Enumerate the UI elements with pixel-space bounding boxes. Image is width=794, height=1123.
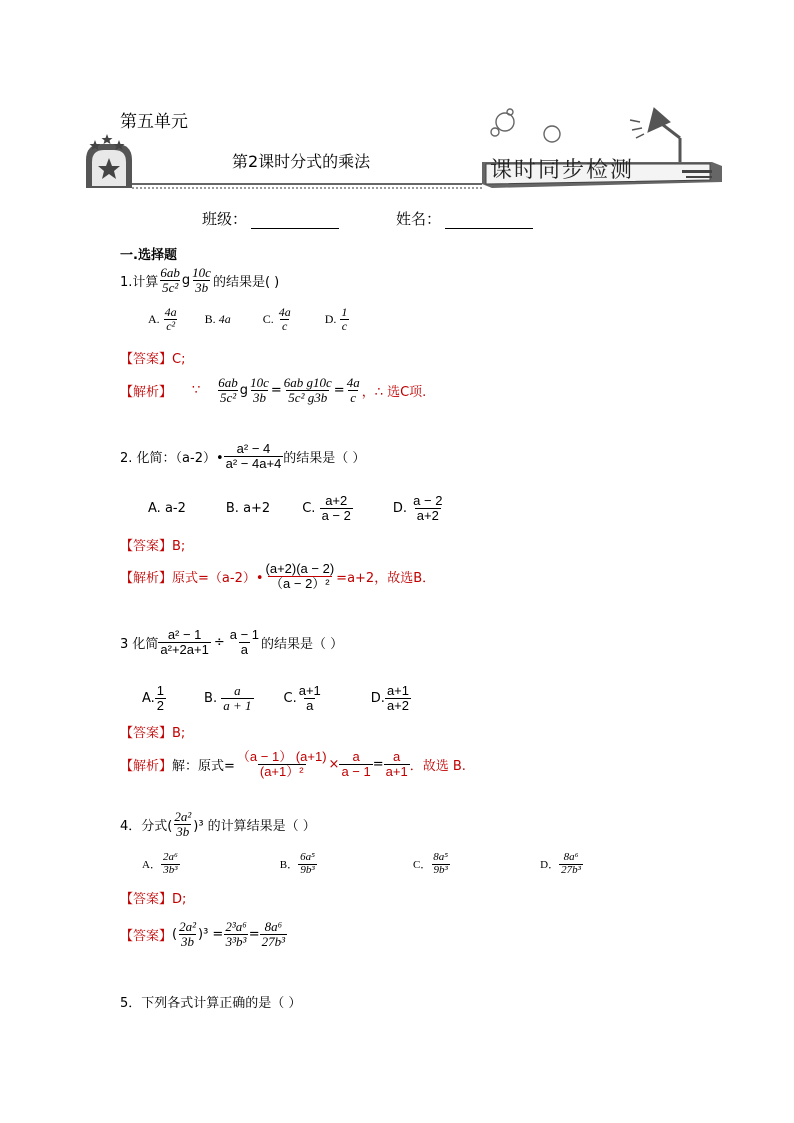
- q4-frac: 2a² 3b: [174, 809, 192, 839]
- name-field[interactable]: [396, 208, 533, 229]
- q2-exp-after: =a+2，故选B．: [336, 570, 436, 586]
- q1-because: ∵: [192, 382, 201, 398]
- q1-frac2: 10c 3b: [192, 265, 211, 295]
- q3-exp-after: ．故选 B.: [409, 758, 466, 774]
- name-label: 姓名：: [396, 210, 442, 228]
- q4-answer: 【答案】D;: [120, 892, 187, 907]
- lesson-title: 第2课时分式的乘法: [232, 152, 371, 171]
- q3-exp-frac2: $\frac{a}{a - 1}$: [341, 749, 371, 779]
- q1-exp-tail: ，∴ 选C项.: [361, 384, 427, 400]
- unit-title: 第五单元: [120, 112, 188, 132]
- q4-exp-label: 【答案】: [120, 928, 173, 944]
- q1-frac1: 6ab 5c²: [160, 265, 180, 295]
- q2-exp-before: 原式=（a-2）•: [172, 570, 264, 586]
- q1-text-before: 1.计算: [120, 274, 159, 290]
- q3-option-c[interactable]: C. a+1 a: [283, 683, 321, 713]
- q3-options: [142, 684, 411, 712]
- q3-exp-label: 【解析】: [120, 758, 173, 774]
- q2-explanation: [120, 562, 435, 590]
- q1-exp-label: 【解析】: [120, 384, 173, 400]
- q3-explanation: 【解析】 解：原式= $\frac{(a - 1) (a+1)}{\text{(a+1）²}}$ × $\frac{a}{a - 1}$ = $\frac{a}{a+1}$ ．故选 B.: [120, 749, 466, 779]
- class-label: 班级：: [202, 210, 248, 228]
- q1-options: [148, 306, 349, 332]
- q2-option-a[interactable]: A. a-2: [148, 500, 186, 516]
- q2-exp-frac: $\frac{(a+2)(a - 2)}{\text{（a − 2）²}}$: [265, 561, 335, 591]
- q3-div: ÷: [213, 634, 225, 650]
- q4-option-b[interactable]: B． 6a⁵ 9b³: [279, 851, 315, 876]
- q2-stem: [120, 442, 365, 470]
- q3-frac1: $\frac{\text{a² − 1}}{\text{a²+2a+1}}$: [160, 627, 209, 657]
- q4-option-d[interactable]: D． 8a⁶ 27b³: [540, 851, 581, 876]
- q5-stem: 5．下列各式计算正确的是（ ）: [120, 996, 302, 1011]
- q4-options: [142, 852, 583, 876]
- q2-exp-label: 【解析】: [120, 570, 173, 586]
- class-field[interactable]: [202, 208, 339, 229]
- q2-text-before: 2. 化简：（a-2）•: [120, 450, 224, 466]
- class-blank[interactable]: [251, 214, 339, 229]
- q4-option-c[interactable]: C． 8a⁵ 9b³: [412, 851, 449, 876]
- q4-option-a[interactable]: A． 2a⁶ 3b³: [142, 851, 178, 876]
- q3-exp-before: 解：原式=: [172, 758, 235, 774]
- q4-exp-frac3: $\frac{\text{8a⁶}}{\text{27b³}}$: [261, 919, 286, 949]
- q3-stem: [120, 628, 343, 656]
- q1-exp-frac3: $\frac{\text{6ab g10c}}{\text{5c² g3b}}$: [283, 375, 332, 405]
- q2-options: [148, 494, 444, 522]
- q1-option-b[interactable]: B. 4a: [204, 311, 231, 326]
- q3-exp-frac3: $\frac{a}{a+1}$: [385, 749, 408, 779]
- q4-explanation: 【答案】 ( 2a² 3b )³ = $\frac{\text{2³a⁶}}{\text{3³b³}}$ = $\frac{\text{8a⁶}}{\text{27b³}}$: [120, 919, 286, 949]
- name-blank[interactable]: [445, 214, 533, 229]
- q1-option-a[interactable]: A. 4a c²: [148, 305, 177, 333]
- q1-g: g: [181, 272, 191, 288]
- q3-exp-frac1: $\frac{(a - 1) (a+1)}{\text{(a+1）²}}$: [236, 749, 327, 779]
- q3-text-after: 的结果是（ ）: [261, 636, 344, 652]
- q3-text-before: 3 化简: [120, 636, 159, 652]
- q1-exp-frac2: $\frac{10c}{3b}$: [250, 375, 269, 405]
- q3-times: ×: [328, 756, 340, 772]
- star-badge-icon: [86, 134, 132, 188]
- q1-stem: [120, 266, 279, 294]
- q4-text-before: 4．分式(: [120, 818, 173, 834]
- q3-option-b[interactable]: B. a a + 1: [204, 683, 252, 713]
- q2-option-b[interactable]: B. a+2: [225, 500, 271, 516]
- q4-exp-frac2: $\frac{\text{2³a⁶}}{\text{3³b³}}$: [225, 919, 247, 949]
- q1-option-d[interactable]: D. 1 c: [324, 305, 348, 333]
- q3-option-d[interactable]: D. a+1 a+2: [370, 683, 410, 713]
- section-title: 一.选择题: [120, 248, 177, 263]
- bubbles-icon: [491, 109, 560, 142]
- q2-text-after: 的结果是（ ）: [283, 450, 366, 466]
- q2-option-c[interactable]: C. a+2 a − 2: [302, 493, 351, 523]
- q2-option-d[interactable]: D. a − 2 a+2: [392, 493, 443, 523]
- q3-frac2: $\frac{a - 1}{a}$: [229, 627, 260, 657]
- q1-explanation: 【解析】 ∵ 6ab 5c² g $\frac{10c}{3b}$ = $\frac{\text{6ab g10c}}{\text{5c² g3b}}$ = $\frac{4a}{c}$ ，∴ 选C项.: [120, 375, 427, 405]
- q4-text-after: )³ 的计算结果是（ ）: [193, 818, 316, 834]
- q1-exp-frac1: 6ab 5c²: [218, 375, 238, 405]
- banner-title: 课时同步检测: [490, 158, 635, 183]
- q1-exp-frac4: $\frac{4a}{c}$: [346, 375, 360, 405]
- q2-answer: 【答案】B;: [120, 539, 186, 554]
- q1-answer: 【答案】C;: [120, 352, 186, 367]
- q1-option-c[interactable]: C. 4a c: [262, 305, 291, 333]
- q1-text-after: 的结果是( ): [212, 274, 280, 290]
- q2-frac: a² − 4 a² − 4a+4: [225, 441, 282, 471]
- desk-lamp-icon: [630, 108, 680, 164]
- q4-stem: [120, 810, 316, 838]
- q3-option-a[interactable]: A. 1 2: [142, 683, 165, 713]
- q3-answer: 【答案】B;: [120, 726, 186, 741]
- q4-exp-frac1: 2a² 3b: [179, 919, 196, 949]
